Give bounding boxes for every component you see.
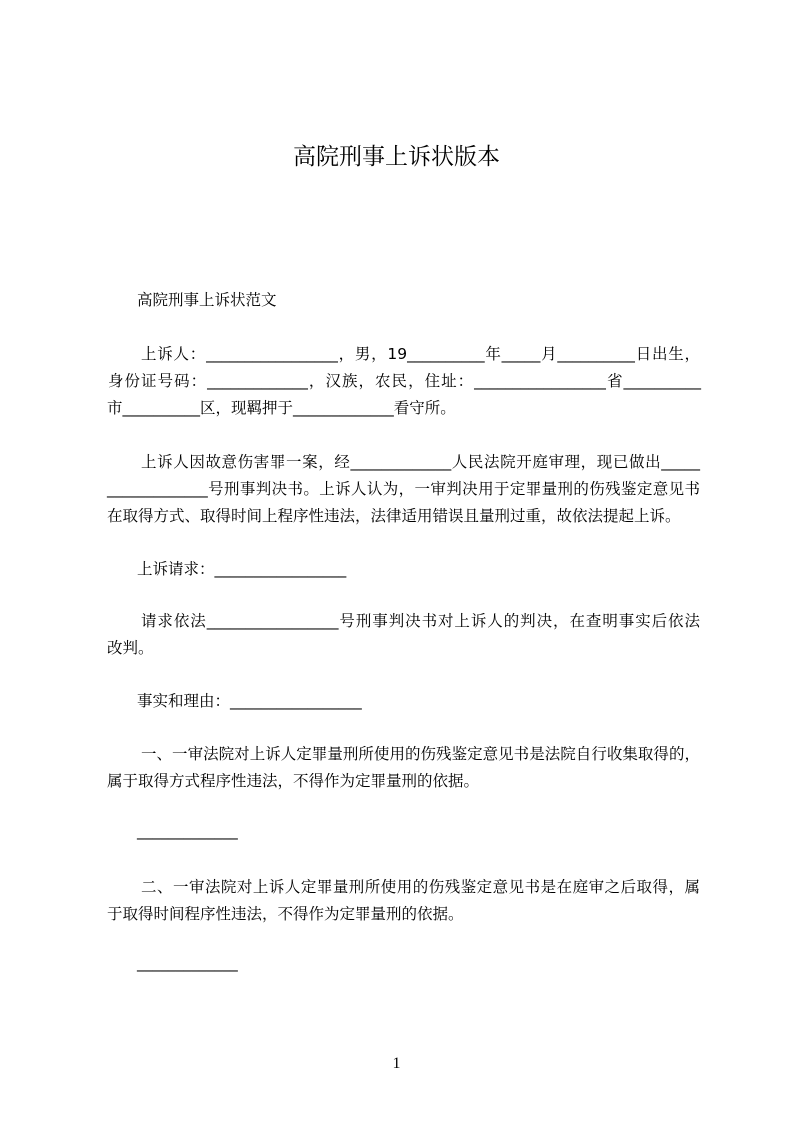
appeal-request-line: 改判。 [107,639,154,657]
facts-and-reasons-heading: 事实和理由：_________________ [137,692,362,710]
case-summary-line: _____________号刑事判决书。上诉人认为，一审判决用于定罪量刑的伤残鉴定意见书 [107,480,700,498]
reason-blank-line: _____________ [137,822,238,840]
reason-point-line: 二、一审法院对上诉人定罪量刑所使用的伤残鉴定意见书是在庭审之后取得，属 [141,878,700,896]
appeal-request-line: 请求依法_________________号刑事判决书对上诉人的判决，在查明事实后依法 [141,612,700,630]
reason-point-line: 一、一审法院对上诉人定罪量刑所使用的伤残鉴定意见书是法院自行收集取得的， [141,745,700,763]
case-summary-line: 在取得方式、取得时间上程序性违法，法律适用错误且量刑过重，故依法提起上诉。 [107,507,681,525]
page-number: 1 [392,1055,401,1072]
case-summary-line: 上诉人因故意伤害罪一案，经_____________人民法院开庭审理，现已做出_____ [141,453,700,471]
appeal-request-heading: 上诉请求：_________________ [137,560,347,578]
document-subtitle: 高院刑事上诉状范文 [137,291,277,309]
appellant-info-line: 身份证号码：_____________，汉族，农民，住址：_________________省__________ [108,372,701,390]
reason-point-line: 于取得时间程序性违法，不得作为定罪量刑的依据。 [107,905,464,923]
reason-point-line: 属于取得方式程序性违法，不得作为定罪量刑的依据。 [107,772,480,790]
appellant-info-line: 上诉人：_________________，男，19__________年_____月__________日出生， [141,345,700,363]
reason-blank-line: _____________ [137,954,238,972]
appellant-info-line: 市__________区，现羁押于_____________看守所。 [107,399,456,417]
document-title: 高院刑事上诉状版本 [293,144,500,170]
